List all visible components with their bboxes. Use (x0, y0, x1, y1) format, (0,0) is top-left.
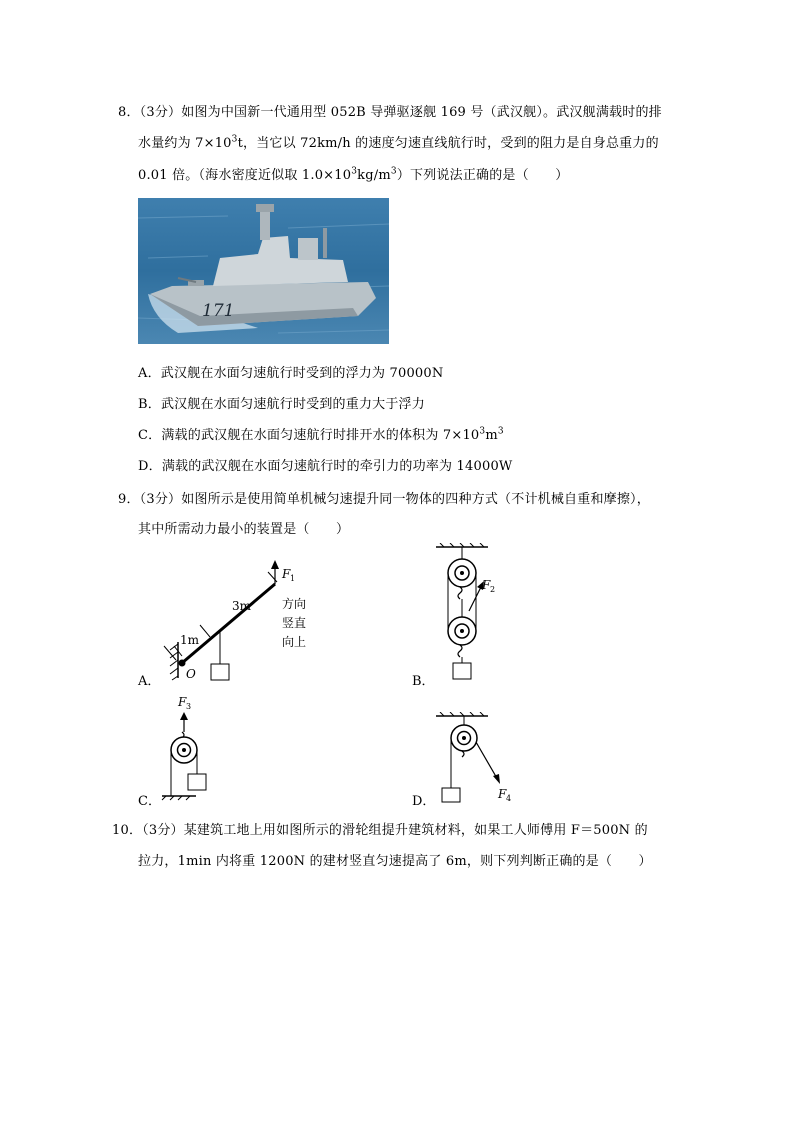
diagram-b-force-sub: 2 (490, 585, 496, 594)
diagram-a-note-1: 方向 (282, 597, 307, 611)
diagram-a-force-sub: 1 (290, 574, 296, 583)
diagram-b-force: F (482, 578, 491, 592)
q8-option-a: A．武汉舰在水面匀速航行时受到的浮力为 70000N (138, 366, 444, 381)
diagram-a-label: A． (138, 674, 161, 689)
q10-stem-line2: 拉力，1min 内将重 1200N 的建材竖直匀速提高了 6m，则下列判断正确的是（ ） (138, 854, 652, 869)
diagram-c-force-sub: 3 (186, 702, 192, 711)
q8-stem-line2: 水量约为 $7\times 10^3t$，当它以 72km/h 的速度匀速直线航行时，受到的阻力是自身总重力的 (138, 134, 659, 151)
diagram-d-force-sub: 4 (506, 794, 512, 803)
hull-number: 171 (202, 301, 235, 321)
diagram-a-lever (160, 560, 330, 685)
diagram-d-pulley-system (432, 712, 522, 804)
diagram-d-force: F (498, 787, 507, 801)
diagram-a-note-3: 向上 (282, 635, 307, 649)
diagram-a-length-1m: 1m (180, 633, 200, 647)
q8-option-d: D．满载的武汉舰在水面匀速航行时的牵引力的功率为 14000W (138, 459, 513, 474)
destroyer-photo (138, 198, 389, 344)
diagram-c-force: F (178, 695, 187, 709)
diagram-c-pulley-system (160, 692, 230, 804)
diagram-a-note-2: 竖直 (282, 616, 307, 630)
q8-option-b: B．武汉舰在水面匀速航行时受到的重力大于浮力 (138, 397, 425, 412)
diagram-c-label: C． (138, 794, 161, 809)
q8-stem-line3: 0.01 倍。（海水密度近似取 $1.0\times 10^3kg/m^3$）下列说法正确的是（ ） (138, 166, 569, 183)
diagram-a-length-3m: 3m (232, 599, 252, 613)
diagram-a-force: F (282, 567, 291, 581)
diagram-a-pivot: O (186, 667, 196, 681)
q8-option-c: C．满载的武汉舰在水面匀速航行时排开水的体积为 $7\times 10^3m^3$ (138, 426, 504, 443)
diagram-b-pulley-system (432, 543, 512, 683)
q8-stem-line1: 8．（3分）如图为中国新一代通用型 052B 导弹驱逐舰 169 号（武汉舰）。武汉舰满载时的排 (118, 105, 662, 120)
diagram-d-label: D． (412, 794, 436, 809)
q10-stem-line1: 10．（3分）某建筑工地上用如图所示的滑轮组提升建筑材料，如果工人师傅用 F＝500N 的 (112, 823, 648, 838)
diagram-b-label: B． (412, 674, 435, 689)
q9-stem-line1: 9．（3分）如图所示是使用简单机械匀速提升同一物体的四种方式（不计机械自重和摩擦）， (118, 492, 650, 507)
q9-stem-line2: 其中所需动力最小的装置是（ ） (138, 522, 350, 537)
